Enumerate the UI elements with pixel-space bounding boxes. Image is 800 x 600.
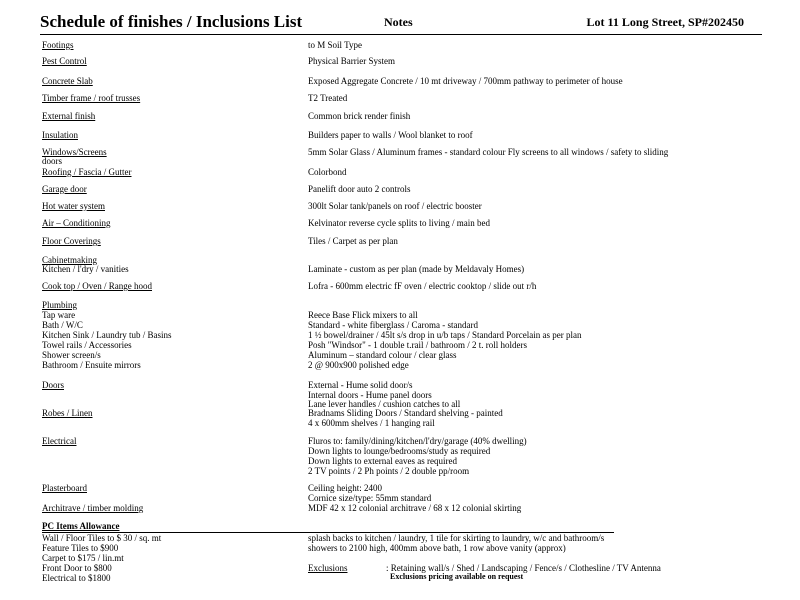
doors-label: Doors: [42, 380, 64, 390]
row-extra-windows: doors: [42, 156, 62, 166]
document-header: [40, 12, 762, 35]
pc-heading: PC Items Allowance: [42, 521, 120, 531]
cabinet-heading: Cabinetmaking: [42, 255, 97, 265]
row-value-air-conditioning: Kelvinator reverse cycle splits to living / main bed: [308, 218, 490, 228]
plaster-value-ceiling: Ceiling height: 2400: [308, 483, 382, 493]
plumbing-value-shower-screens: Aluminum – standard colour / clear glass: [308, 350, 457, 360]
row-value-roofing: Colorbond: [308, 167, 347, 177]
pc-item-tiles: Wall / Floor Tiles to $ 30 / sq. mt: [42, 533, 162, 543]
plumbing-value-tap-ware: Reece Base Flick mixers to all: [308, 310, 418, 320]
row-label-windows: Windows/Screens: [42, 147, 107, 157]
exclusions-value: : Retaining wall/s / Shed / Landscaping / Fence/s / Clothesline / TV Antenna: [386, 563, 661, 573]
electrical-label: Electrical: [42, 436, 77, 446]
plumbing-label-towel-rails: Towel rails / Accessories: [42, 340, 132, 350]
doors-value-internal: Internal doors - Hume panel doors: [308, 390, 432, 400]
row-label-floor-coverings: Floor Coverings: [42, 236, 101, 246]
row-value-pest-control: Physical Barrier System: [308, 56, 395, 66]
row-label-hot-water: Hot water system: [42, 201, 105, 211]
row-value-concrete-slab: Exposed Aggregate Concrete / 10 mt driveway / 700mm pathway to perimeter of house: [308, 76, 623, 86]
robes-value-doors: Bradnams Sliding Doors / Standard shelving - painted: [308, 408, 503, 418]
pc-note-showers: showers to 2100 high, 400mm above bath, 1 row above vanity (approx): [308, 543, 566, 553]
plumbing-value-bath: Standard - white fiberglass / Caroma - standard: [308, 320, 479, 330]
plaster-value-cornice: Cornice size/type: 55mm standard: [308, 493, 432, 503]
plumbing-label-sink: Kitchen Sink / Laundry tub / Basins: [42, 330, 172, 340]
cooktop-label: Cook top / Oven / Range hood: [42, 281, 152, 291]
row-value-garage-door: Panelift door auto 2 controls: [308, 184, 411, 194]
row-value-floor-coverings: Tiles / Carpet as per plan: [308, 236, 398, 246]
robes-label: Robes / Linen: [42, 408, 93, 418]
pc-item-front-door: Front Door to $800: [42, 563, 112, 573]
row-label-pest-control: Pest Control: [42, 56, 87, 66]
electrical-value-downlights-internal: Down lights to lounge/bedrooms/study as required: [308, 446, 491, 456]
robes-value-shelves: 4 x 600mm shelves / 1 hanging rail: [308, 418, 435, 428]
plumbing-value-towel-rails: Posh "Windsor" - 1 double t.rail / bathroom / 2 t. roll holders: [308, 340, 527, 350]
electrical-value-fluros: Fluros to: family/dining/kitchen/l'dry/garage (40% dwelling): [308, 436, 527, 446]
row-label-external-finish: External finish: [42, 111, 96, 121]
cabinet-value: Laminate - custom as per plan (made by Meldavaly Homes): [308, 264, 525, 274]
row-label-garage-door: Garage door: [42, 184, 87, 194]
electrical-value-downlights-external: Down lights to external eaves as required: [308, 456, 457, 466]
row-label-footings: Footings: [42, 40, 74, 50]
cabinet-label: Kitchen / l'dry / vanities: [42, 264, 129, 274]
notes-heading: Notes: [384, 15, 413, 29]
exclusions-note: Exclusions pricing available on request: [390, 572, 524, 581]
row-value-external-finish: Common brick render finish: [308, 111, 411, 121]
row-value-footings: to M Soil Type: [308, 40, 362, 50]
plumbing-label-tap-ware: Tap ware: [42, 310, 76, 320]
pc-note-splashbacks: splash backs to kitchen / laundry, 1 tile for skirting to laundry, w/c and bathroom/s: [308, 533, 605, 543]
exclusions-label: Exclusions: [308, 563, 348, 573]
plumbing-label-bath: Bath / W/C: [42, 320, 83, 330]
row-value-insulation: Builders paper to walls / Wool blanket to roof: [308, 130, 473, 140]
doors-value-handles: Lane lever handles / cushion catches to all: [308, 399, 461, 409]
row-label-concrete-slab: Concrete Slab: [42, 76, 93, 86]
row-label-air-conditioning: Air – Conditioning: [42, 218, 111, 228]
architrave-label: Architrave / timber molding: [42, 503, 144, 513]
plumbing-label-mirrors: Bathroom / Ensuite mirrors: [42, 360, 141, 370]
row-label-roofing: Roofing / Fascia / Gutter: [42, 167, 132, 177]
lot-address: Lot 11 Long Street, SP#202450: [586, 15, 744, 29]
architrave-value: MDF 42 x 12 colonial architrave / 68 x 12 colonial skirting: [308, 503, 522, 513]
row-label-timber-frame: Timber frame / roof trusses: [42, 93, 141, 103]
electrical-value-points: 2 TV points / 2 Ph points / 2 double pp/room: [308, 466, 470, 476]
row-value-hot-water: 300lt Solar tank/panels on roof / electric booster: [308, 201, 482, 211]
pc-item-electrical: Electrical to $1800: [42, 573, 111, 583]
plaster-label: Plasterboard: [42, 483, 87, 493]
doors-value-external: External - Hume solid door/s: [308, 380, 413, 390]
plumbing-heading: Plumbing: [42, 300, 78, 310]
plumbing-value-mirrors: 2 @ 900x900 polished edge: [308, 360, 409, 370]
cooktop-value: Lofra - 600mm electric fF oven / electric cooktop / slide out r/h: [308, 281, 537, 291]
row-value-timber-frame: T2 Treated: [308, 93, 348, 103]
document-title: Schedule of finishes / Inclusions List: [40, 12, 303, 31]
pc-item-carpet: Carpet to $175 / lin.mt: [42, 553, 124, 563]
row-label-insulation: Insulation: [42, 130, 78, 140]
row-value-windows: 5mm Solar Glass / Aluminum frames - standard colour Fly screens to all windows / safety to sliding: [308, 147, 669, 157]
pc-item-feature-tiles: Feature Tiles to $900: [42, 543, 119, 553]
plumbing-label-shower-screens: Shower screen/s: [42, 350, 101, 360]
plumbing-value-sink: 1 ½ bowel/drainer / 45lt s/s drop in u/b taps / Standard Porcelain as per plan: [308, 330, 582, 340]
